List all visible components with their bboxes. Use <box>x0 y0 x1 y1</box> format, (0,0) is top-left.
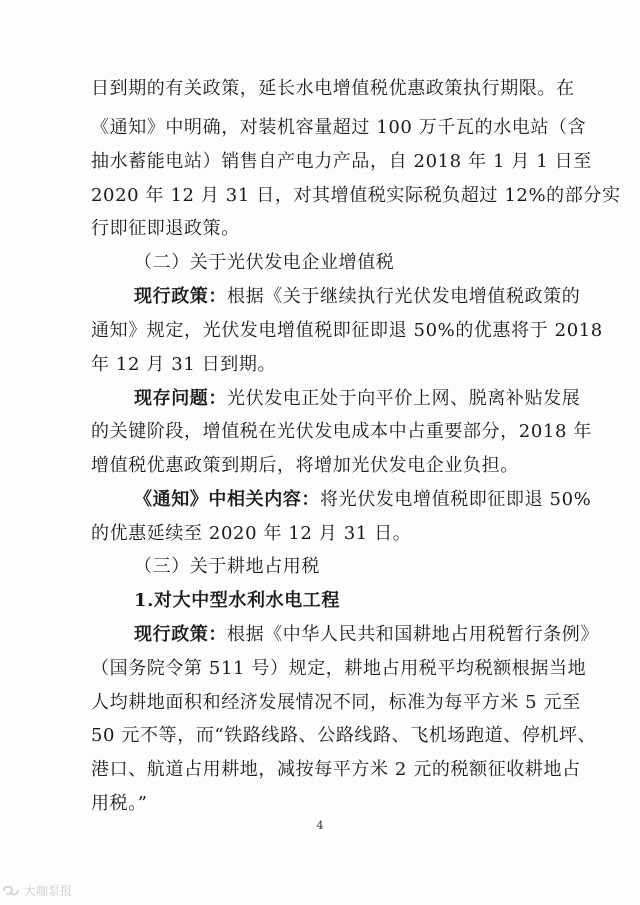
text-segment: 光伏发电正处于向平价上网、脱离补贴发展 <box>227 388 581 409</box>
text-line <box>91 354 276 376</box>
text-segment: 的关键阶段，增值税在光伏发电成本中占重要部分，2018 年 <box>91 421 592 442</box>
text-line <box>91 320 603 342</box>
text-line <box>91 185 621 207</box>
bold-text-segment: 现行政策： <box>134 624 227 645</box>
bold-text-segment: 现存问题： <box>134 388 227 409</box>
bold-text-segment: 《通知》中相关内容： <box>134 489 320 510</box>
text-line <box>91 793 148 815</box>
page-number: 4 <box>316 819 324 832</box>
text-segment: 用税。” <box>91 793 148 814</box>
text-segment: 抽水蓄能电站）销售自产电力产品，自 2018 年 1 月 1 日至 <box>91 151 592 172</box>
text-line <box>134 489 591 511</box>
text-line <box>134 590 340 612</box>
text-segment: 根据《关于继续执行光伏发电增值税政策的 <box>227 286 581 307</box>
text-line <box>91 218 240 240</box>
text-line <box>91 523 411 545</box>
text-segment: （二）关于光伏发电企业增值税 <box>134 252 395 273</box>
text-line <box>134 556 320 578</box>
text-segment: 行即征即退政策。 <box>91 218 240 239</box>
text-line <box>91 658 586 680</box>
text-segment: （国务院令第 511 号）规定，耕地占用税平均税额根据当地 <box>91 658 587 679</box>
text-segment: 人均耕地面积和经济发展情况不同，标准为每平方米 5 元至 <box>91 692 581 713</box>
text-segment: 通知》规定，光伏发电增值税即征即退 50%的优惠将于 2018 <box>91 320 603 341</box>
text-line <box>91 78 575 100</box>
logo-icon <box>2 884 20 898</box>
text-line <box>134 252 394 274</box>
text-line <box>134 624 599 646</box>
text-line <box>91 117 586 139</box>
bold-text-segment: 1.对大中型水利水电工程 <box>134 590 340 611</box>
text-line <box>91 151 592 173</box>
text-line <box>91 725 596 747</box>
text-segment: 港口、航道占用耕地，减按每平方米 2 元的税额征收耕地占 <box>91 759 581 780</box>
text-line <box>91 455 519 477</box>
watermark-text: 大咖泵报 <box>24 884 73 898</box>
text-line <box>91 759 581 781</box>
text-segment: 日到期的有关政策，延长水电增值税优惠政策执行期限。在 <box>91 78 575 99</box>
text-line <box>91 692 581 714</box>
text-segment: 将光伏发电增值税即征即退 50% <box>320 489 592 510</box>
bold-text-segment: 现行政策： <box>134 286 227 307</box>
text-segment: 增值税优惠政策到期后，将增加光伏发电企业负担。 <box>91 455 519 476</box>
text-line <box>134 286 580 308</box>
text-line <box>91 421 592 443</box>
text-segment: 《通知》中明确，对装机容量超过 100 万千瓦的水电站（含 <box>91 117 587 138</box>
text-segment: 的优惠延续至 2020 年 12 月 31 日。 <box>91 523 412 544</box>
text-line <box>134 388 580 410</box>
text-segment: 年 12 月 31 日到期。 <box>91 354 277 375</box>
text-segment: 根据《中华人民共和国耕地占用税暂行条例》 <box>227 624 599 645</box>
text-segment: 2020 年 12 月 31 日，对其增值税实际税负超过 12%的部分实 <box>91 185 621 206</box>
text-segment: （三）关于耕地占用税 <box>134 556 320 577</box>
text-segment: 50 元不等，而“铁路线路、公路线路、飞机场跑道、停机坪、 <box>91 725 597 746</box>
watermark <box>2 882 72 899</box>
